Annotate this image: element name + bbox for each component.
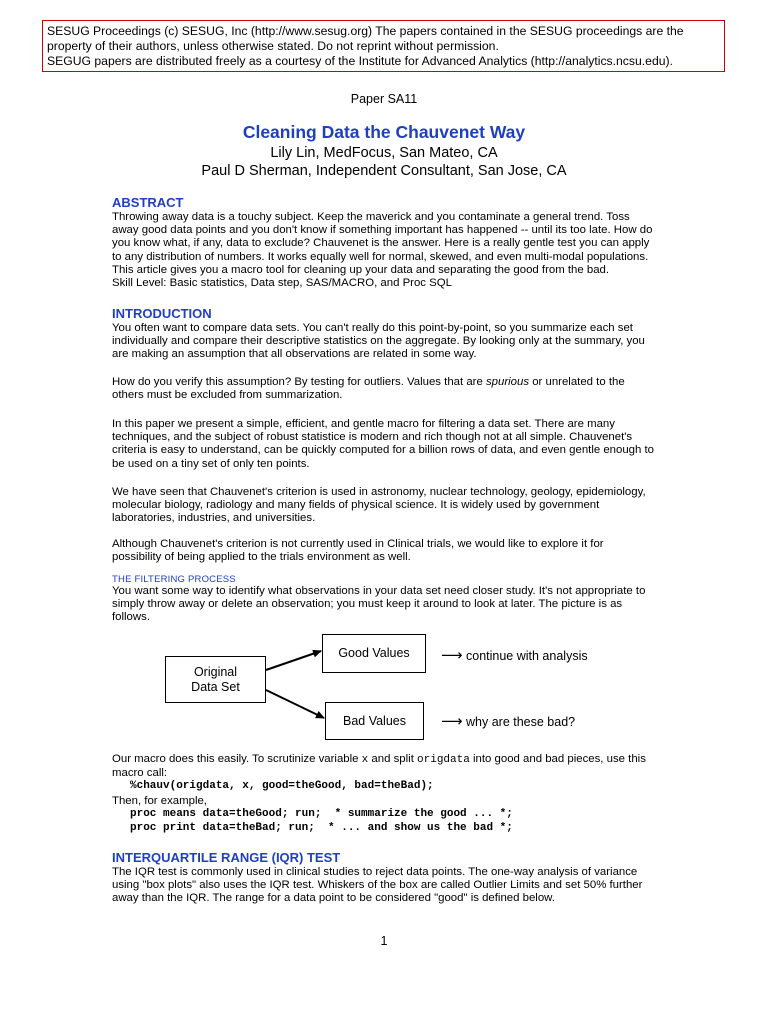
- macro-description: [112, 753, 657, 780]
- bad-values-box: [325, 702, 424, 740]
- filtering-text: [112, 585, 657, 625]
- page-number: 1: [380, 934, 388, 948]
- text-line: We have seen that Chauvenet's criterion is used in astronomy, nuclear technology, geology, epidemiology,: [112, 486, 646, 498]
- good-values-note: [441, 646, 588, 664]
- italic-word: spurious: [485, 376, 530, 388]
- copyright-notice: [42, 20, 725, 72]
- notice-line: property of their authors, unless otherwise stated. Do not reprint without permission.: [47, 39, 499, 53]
- author-line: Lily Lin, MedFocus, San Mateo, CA: [270, 145, 498, 161]
- intro-paragraph-2: [112, 376, 657, 402]
- text-line: [112, 376, 657, 389]
- author-line: Paul D Sherman, Independent Consultant, San Jose, CA: [201, 163, 567, 179]
- inline-code: x: [361, 754, 369, 766]
- paper-number: Paper SA11: [350, 92, 418, 106]
- text-line: Skill Level: Basic statistics, Data step, SAS/MACRO, and Proc SQL: [112, 277, 452, 290]
- intro-paragraph-4: [112, 486, 657, 526]
- note-text: why are these bad?: [466, 715, 576, 729]
- text-line: [112, 753, 657, 767]
- text-line: This article gives you a macro tool for cleaning up your data and separating the good from the bad.: [112, 263, 610, 276]
- text-line: simply throw away or delete an observation; you must keep it around to look at later. The picture is as: [112, 598, 623, 611]
- text-line: individually and compare their descriptive statistics on the aggregate. By looking only at the summary, you: [112, 335, 645, 348]
- text-line: you know what, if any, data to exclude? Chauvenet is the answer. Here is a really gentle test you can apply: [112, 237, 650, 250]
- text-run: or unrelated to the: [529, 376, 625, 388]
- text-run: and split: [368, 753, 418, 765]
- box-label-line: Original: [193, 664, 238, 679]
- text-line: The IQR test is commonly used in clinical studies to reject data points. The one-way analysis of variance: [112, 866, 638, 878]
- text-line: away good data points and you don't know if something important has happened -- until its too late. How do: [112, 224, 653, 237]
- text-line: molecular biology, radiology and many fields of physical science. It is widely used by government: [112, 499, 600, 512]
- iqr-heading: INTERQUARTILE RANGE (IQR) TEST: [112, 850, 341, 865]
- text-line: You want some way to identify what observations in your data set need closer study. It's not appropriate to: [112, 585, 646, 597]
- iqr-text: [112, 866, 657, 906]
- bad-values-label: Bad Values: [342, 713, 406, 728]
- text-line: be used on a tiny set of only ten points.: [112, 457, 310, 470]
- original-data-set-box: [165, 656, 266, 703]
- text-line: to any distribution of numbers. It works equally well for normal, skewed, and even multi-modal populations.: [112, 250, 649, 263]
- text-run: into good and bad pieces, use this: [469, 753, 646, 765]
- then-text: Then, for example,: [112, 795, 207, 807]
- text-line: techniques, and the subject of robust statistice is modern and rich though not at all simple. Chauvenet's: [112, 431, 633, 444]
- long-arrow-icon: ⟶: [441, 712, 463, 730]
- good-values-label: Good Values: [338, 646, 410, 660]
- text-run: How do you verify this assumption? By testing for outliers. Values that are: [112, 376, 486, 388]
- code-line: proc print data=theBad; run; * ... and show us the bad *;: [130, 822, 513, 834]
- text-line: using "box plots" also uses the IQR test. Whiskers of the box are called Outlier Limits and set 50% further: [112, 879, 643, 892]
- text-line: In this paper we present a simple, efficient, and gentle macro for filtering a data set. There are many: [112, 418, 615, 430]
- intro-paragraph-1: [112, 322, 657, 362]
- text-run: Our macro does this easily. To scrutinize variable: [112, 753, 362, 765]
- abstract-text: [112, 211, 657, 290]
- notice-line: SESUG Proceedings (c) SESUG, Inc (http://www.sesug.org) The papers contained in the SESUG proceedings are the: [47, 24, 684, 38]
- introduction-heading: INTRODUCTION: [112, 306, 212, 321]
- arrow-to-good: [266, 651, 321, 670]
- text-line: others must be excluded from summarization.: [112, 389, 343, 402]
- text-line: criteria is easy to understand, can be quickly computed for a billion rows of data, and even gentle enough to: [112, 444, 655, 457]
- filtering-heading: THE FILTERING PROCESS: [112, 574, 236, 585]
- abstract-heading: ABSTRACT: [112, 195, 184, 210]
- text-line: You often want to compare data sets. You can't really do this point-by-point, so you summarize each set: [112, 322, 633, 334]
- inline-code: origdata: [417, 754, 470, 766]
- text-line: possibility of being applied to the trials environment as well.: [112, 551, 411, 564]
- code-line: proc means data=theGood; run; * summarize the good ... *;: [130, 808, 513, 820]
- paper-title: Cleaning Data the Chauvenet Way: [242, 122, 526, 142]
- text-line: away than the IQR. The range for a data point to be considered "good" is defined below.: [112, 892, 555, 905]
- notice-line: SEGUG papers are distributed freely as a courtesy of the Institute for Advanced Analytics (http://analytics.ncsu.edu).: [47, 54, 673, 68]
- intro-paragraph-3: [112, 418, 657, 471]
- box-label-line: Data Set: [191, 679, 240, 694]
- text-line: follows.: [112, 611, 150, 624]
- note-text: continue with analysis: [466, 649, 588, 663]
- text-line: are making an assumption that all observations are related in some way.: [112, 348, 477, 361]
- text-line: Although Chauvenet's criterion is not currently used in Clinical trials, we would like to explore it for: [112, 538, 604, 550]
- bad-values-note: [441, 712, 575, 730]
- text-line: macro call:: [112, 767, 168, 780]
- intro-paragraph-5: [112, 538, 657, 564]
- long-arrow-icon: ⟶: [441, 646, 463, 664]
- text-line: laboratories, industries, and universities.: [112, 512, 316, 525]
- arrow-to-bad: [266, 690, 324, 718]
- good-values-box: [322, 634, 426, 673]
- text-line: Throwing away data is a touchy subject. Keep the maverick and you contaminate a general trend. Toss: [112, 211, 630, 223]
- macro-call-code: %chauv(origdata, x, good=theGood, bad=theBad);: [130, 780, 434, 792]
